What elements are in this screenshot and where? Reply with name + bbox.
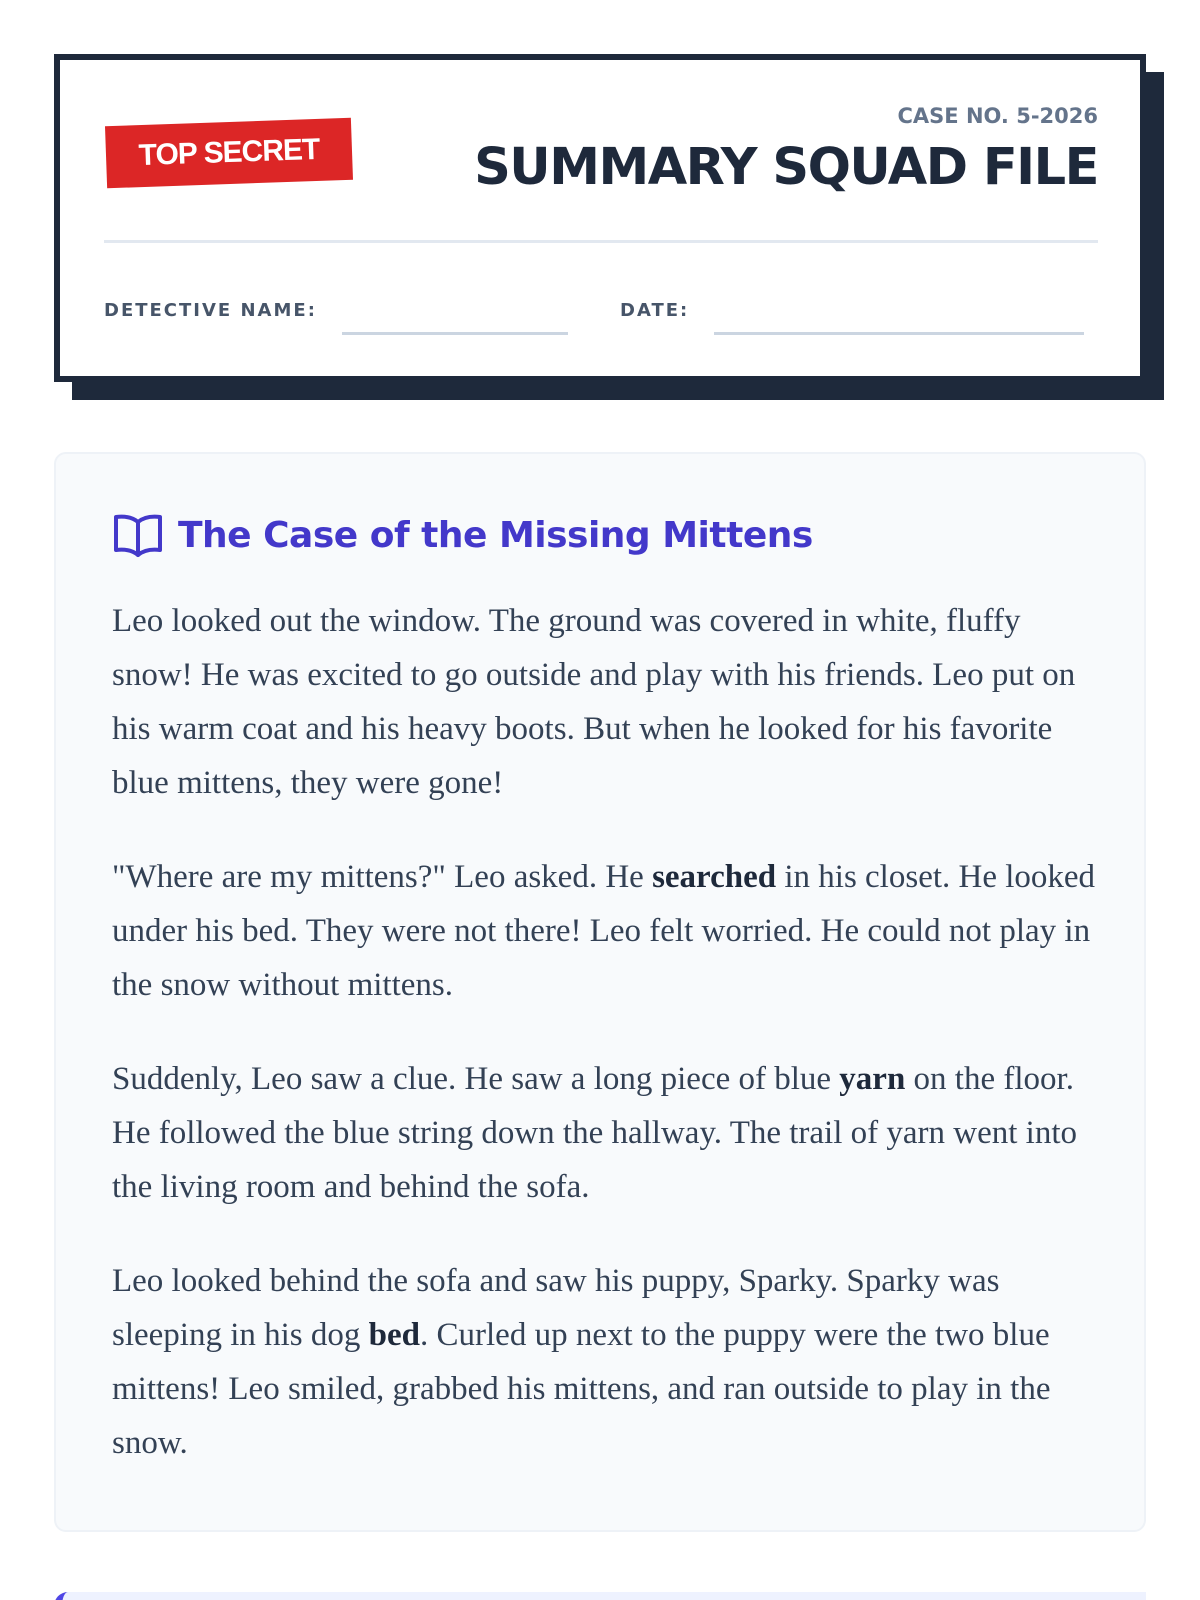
case-file-header xyxy=(54,54,1146,382)
story-paragraph xyxy=(112,594,1102,810)
top-secret-stamp xyxy=(105,118,353,189)
paragraph-text: "Where are my mittens?" Leo asked. He xyxy=(112,859,653,895)
page-title: SUMMARY SQUAD FILE xyxy=(474,138,1098,197)
header-divider xyxy=(104,240,1098,243)
detective-name-field[interactable] xyxy=(342,332,568,335)
vocab-word: bed xyxy=(368,1317,421,1353)
paragraph-text: Leo looked behind the sofa and saw his puppy, Sparky. Sparky was sleeping in his dog xyxy=(112,1263,1000,1353)
story-card xyxy=(54,452,1146,1532)
story-title: The Case of the Missing Mittens xyxy=(178,514,813,556)
paragraph-text: Leo looked out the window. The ground was covered in white, fluffy snow! He was excited to go outside and play with his friends. Leo put on his warm coat and his heavy boots. But when he looked for his favorite blue mittens, they were gone! xyxy=(112,603,1076,801)
next-section-card xyxy=(54,1592,1146,1600)
story-paragraph xyxy=(112,1052,1102,1214)
case-number: CASE NO. 5-2026 xyxy=(897,104,1098,128)
story-body xyxy=(112,594,1102,1510)
paragraph-text: Suddenly, Leo saw a clue. He saw a long piece of blue xyxy=(112,1061,840,1097)
paragraph-text: in his closet. He looked under his bed. They were not there! Leo felt worried. He could not play in the snow without mittens. xyxy=(112,859,1096,1003)
stamp-text: TOP SECRET xyxy=(138,132,320,173)
open-book-icon xyxy=(112,512,164,558)
date-field[interactable] xyxy=(714,332,1084,335)
paragraph-text: . Curled up next to the puppy were the two blue mittens! Leo smiled, grabbed his mittens, and ran outside to play in the snow. xyxy=(112,1317,1051,1461)
detective-name-label: DETECTIVE NAME: xyxy=(104,300,317,321)
story-paragraph xyxy=(112,850,1102,1012)
vocab-word: searched xyxy=(652,859,777,895)
story-heading xyxy=(112,512,813,558)
story-paragraph xyxy=(112,1254,1102,1470)
paragraph-text: on the floor. He followed the blue string down the hallway. The trail of yarn went into the living room and behind the sofa. xyxy=(112,1061,1078,1205)
date-label: DATE: xyxy=(620,300,690,321)
vocab-word: yarn xyxy=(839,1061,906,1097)
